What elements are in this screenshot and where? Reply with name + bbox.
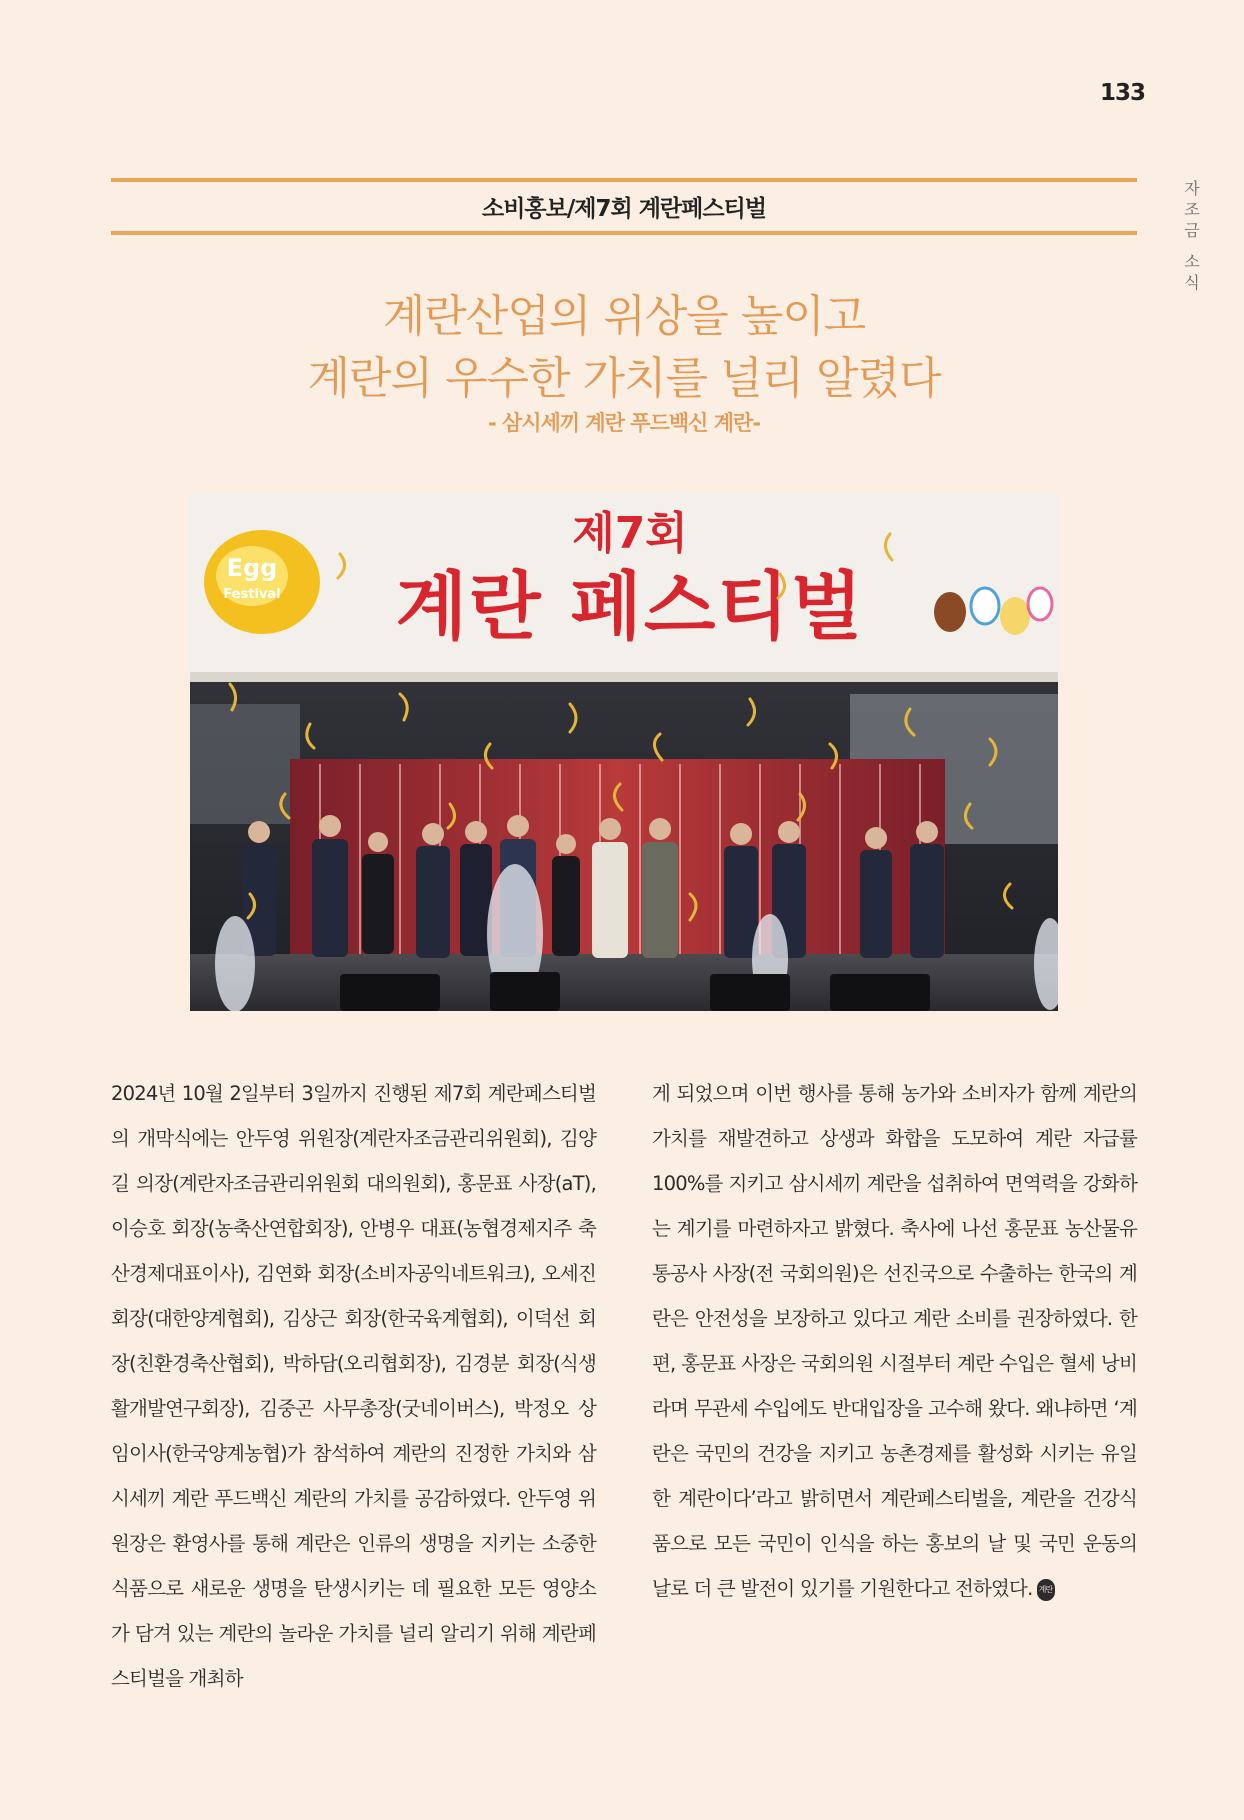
article-column-left xyxy=(111,1071,596,1701)
headline-subtitle: - 삼시세끼 계란 푸드백신 계란- xyxy=(487,411,761,435)
headline-line-2: 계란의 우수한 가치를 널리 알렸다 xyxy=(307,353,941,404)
side-label-char: 조 xyxy=(1184,200,1200,219)
logo-festival-text: Festival xyxy=(223,587,281,602)
headline xyxy=(111,286,1137,410)
section-title: 소비홍보/제7회 계란페스티벌 xyxy=(481,196,767,222)
article-paragraph-right xyxy=(652,1071,1137,1611)
side-label-char: 금 xyxy=(1184,221,1200,240)
logo-egg-text: Egg xyxy=(226,554,278,582)
side-section-label xyxy=(1180,178,1204,293)
article-column-right xyxy=(652,1071,1137,1611)
egg-festival-logo xyxy=(204,530,320,634)
article-text-right: 게 되었으며 이번 행사를 통해 농가와 소비자가 함께 계란의 가치를 재발견하고 상생과 화합을 도모하여 계란 자급률 100%를 지키고 삼시세끼 계란을 섭취하여 면역력을 강화하는 계기를 마련하자고 밝혔다. 축사에 나선 홍문표 농산물유통공사 사장(전 국회의원)은 선진국으로 수출하는 한국의 계란은 안전성을 보장하고 있다고 계란 소비를 권장하였다. 한편, 홍문표 사장은 국회의원 시절부터 계란 수입은 혈세 낭비라며 무관세 수입에도 반대입장을 고수해 왔다. 왜냐하면 ‘계란은 국민의 건강을 지키고 농촌경제를 활성화 시키는 유일한 계란이다’라고 밝히면서 계란페스티벌을, 계란을 건강식품으로 모든 국민이 인식을 하는 홍보의 날 및 국민 운동의 날로 더 큰 발전이 있기를 기원한다고 전하였다. xyxy=(652,1082,1137,1600)
headline-line-1: 계란산업의 위상을 높이고 xyxy=(382,291,866,342)
article-end-mark-icon: 계란 xyxy=(1037,1579,1055,1601)
banner-title-text: 계란 페스티벌 xyxy=(395,564,865,650)
side-label-gap xyxy=(1180,241,1204,251)
banner-edition-text: 제7회 xyxy=(572,508,688,559)
section-rule-top xyxy=(111,178,1137,182)
side-label-char: 소 xyxy=(1184,252,1200,271)
page-number: 133 xyxy=(1100,80,1146,106)
section-rule-bottom xyxy=(111,231,1137,235)
event-photo xyxy=(190,494,1058,1011)
article-paragraph-left: 2024년 10월 2일부터 3일까지 진행된 제7회 계란페스티벌의 개막식에는 안두영 위원장(계란자조금관리위원회), 김양길 의장(계란자조금관리위원회 대의원회), 홍문표 사장(aT), 이승호 회장(농축산연합회장), 안병우 대표(농협경제지주 축산경제대표이사), 김연화 회장(소비자공익네트워크), 오세진 회장(대한양계협회), 김상근 회장(한국육계협회), 이덕선 회장(친환경축산협회), 박하담(오리협회장), 김경분 회장(식생활개발연구회장), 김중곤 사무총장(굿네이버스), 박정오 상임이사(한국양계농협)가 참석하여 계란의 진정한 가치와 삼시세끼 계란 푸드백신 계란의 가치를 공감하였다. 안두영 위원장은 환영사를 통해 계란은 인류의 생명을 지키는 소중한 식품으로 새로운 생명을 탄생시키는 데 필요한 모든 영양소가 담겨 있는 계란의 놀라운 가치를 널리 알리기 위해 계란페스티벌을 개최하 xyxy=(111,1082,596,1690)
side-label-char: 식 xyxy=(1184,273,1200,292)
side-label-char: 자 xyxy=(1184,179,1200,198)
